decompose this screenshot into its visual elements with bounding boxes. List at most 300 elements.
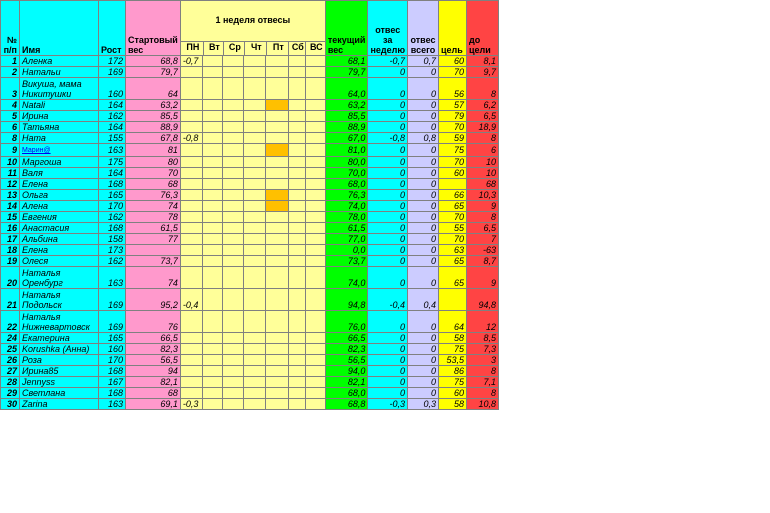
row-day-mon — [180, 344, 202, 355]
row-to-goal: 8 — [467, 388, 499, 399]
row-to-goal: 9,7 — [467, 67, 499, 78]
row-to-goal: 9 — [467, 267, 499, 289]
row-day-tue — [202, 201, 222, 212]
row-day-thu — [244, 333, 266, 344]
row-day-sat — [288, 67, 305, 78]
row-start-weight: 66,5 — [126, 333, 181, 344]
row-start-weight: 73,7 — [126, 256, 181, 267]
row-total-loss: 0 — [408, 311, 439, 333]
row-to-goal: 8 — [467, 133, 499, 144]
row-height: 164 — [99, 168, 126, 179]
row-day-fri — [266, 245, 288, 256]
row-week-loss: 0 — [368, 78, 408, 100]
row-start-weight: 88,9 — [126, 122, 181, 133]
row-goal — [439, 179, 467, 190]
row-day-thu — [244, 56, 266, 67]
row-day-fri — [266, 56, 288, 67]
row-week-loss: -0,8 — [368, 133, 408, 144]
row-day-tue — [202, 144, 222, 157]
row-number: 14 — [1, 201, 20, 212]
table-row — [1, 122, 499, 133]
row-current-weight: 82,1 — [325, 377, 368, 388]
row-number: 18 — [1, 245, 20, 256]
row-start-weight: 69,1 — [126, 399, 181, 410]
row-start-weight: 81 — [126, 144, 181, 157]
header-total-loss: отвес всего — [408, 1, 439, 56]
row-day-wed — [223, 366, 244, 377]
row-day-thu — [244, 234, 266, 245]
row-day-mon: -0,8 — [180, 133, 202, 144]
row-name: Korushka (Анна) — [20, 344, 99, 355]
row-current-weight: 82,3 — [325, 344, 368, 355]
row-start-weight: 68,8 — [126, 56, 181, 67]
row-goal: 53,5 — [439, 355, 467, 366]
row-goal: 70 — [439, 234, 467, 245]
row-day-fri — [266, 311, 288, 333]
row-total-loss: 0 — [408, 212, 439, 223]
row-week-loss: 0 — [368, 256, 408, 267]
row-to-goal: 68 — [467, 179, 499, 190]
row-total-loss: 0 — [408, 344, 439, 355]
row-height: 170 — [99, 355, 126, 366]
row-name: Валя — [20, 168, 99, 179]
row-day-sun — [305, 245, 325, 256]
row-day-wed — [223, 67, 244, 78]
row-day-fri — [266, 133, 288, 144]
row-day-tue — [202, 122, 222, 133]
row-day-wed — [223, 168, 244, 179]
row-day-tue — [202, 133, 222, 144]
row-total-loss: 0 — [408, 366, 439, 377]
row-total-loss: 0,8 — [408, 133, 439, 144]
row-day-sun — [305, 201, 325, 212]
row-height: 158 — [99, 234, 126, 245]
row-day-sat — [288, 111, 305, 122]
table-row — [1, 267, 499, 289]
row-day-mon — [180, 355, 202, 366]
row-day-tue — [202, 67, 222, 78]
row-day-fri — [266, 201, 288, 212]
row-height: 167 — [99, 377, 126, 388]
row-name: Евгения — [20, 212, 99, 223]
row-day-sat — [288, 122, 305, 133]
table-row — [1, 67, 499, 78]
row-to-goal: 8 — [467, 78, 499, 100]
row-day-tue — [202, 56, 222, 67]
row-to-goal: 94,8 — [467, 289, 499, 311]
row-to-goal: 3 — [467, 355, 499, 366]
row-number: 28 — [1, 377, 20, 388]
row-number: 11 — [1, 168, 20, 179]
row-to-goal: 18,9 — [467, 122, 499, 133]
row-day-wed — [223, 333, 244, 344]
row-current-weight: 67,0 — [325, 133, 368, 144]
row-name: Ольга — [20, 190, 99, 201]
row-day-sun — [305, 122, 325, 133]
row-name: Аленка — [20, 56, 99, 67]
row-name: Анастасия — [20, 223, 99, 234]
row-day-sat — [288, 168, 305, 179]
row-day-fri — [266, 190, 288, 201]
row-day-thu — [244, 245, 266, 256]
row-week-loss: 0 — [368, 144, 408, 157]
row-total-loss: 0 — [408, 190, 439, 201]
row-total-loss: 0 — [408, 267, 439, 289]
row-day-thu — [244, 67, 266, 78]
row-day-sun — [305, 399, 325, 410]
row-week-loss: 0 — [368, 212, 408, 223]
row-day-thu — [244, 212, 266, 223]
row-week-loss: 0 — [368, 190, 408, 201]
row-day-thu — [244, 179, 266, 190]
row-height: 164 — [99, 122, 126, 133]
row-day-sun — [305, 111, 325, 122]
row-day-tue — [202, 111, 222, 122]
row-week-loss: 0 — [368, 234, 408, 245]
row-total-loss: 0 — [408, 333, 439, 344]
row-goal: 66 — [439, 190, 467, 201]
row-height: 155 — [99, 133, 126, 144]
row-day-fri — [266, 168, 288, 179]
row-to-goal: 10,8 — [467, 399, 499, 410]
row-day-tue — [202, 289, 222, 311]
row-current-weight: 85,5 — [325, 111, 368, 122]
row-name: Екатерина — [20, 333, 99, 344]
row-day-mon — [180, 111, 202, 122]
row-name: Татьяна — [20, 122, 99, 133]
row-day-wed — [223, 388, 244, 399]
row-start-weight: 68 — [126, 179, 181, 190]
row-day-wed — [223, 179, 244, 190]
row-goal: 79 — [439, 111, 467, 122]
row-total-loss: 0 — [408, 355, 439, 366]
row-height: 160 — [99, 78, 126, 100]
row-day-thu — [244, 111, 266, 122]
row-height: 175 — [99, 157, 126, 168]
row-name: Викуша, мама Никитушки — [20, 78, 99, 100]
row-day-mon — [180, 212, 202, 223]
row-day-wed — [223, 78, 244, 100]
row-day-wed — [223, 377, 244, 388]
row-to-goal: 6,5 — [467, 223, 499, 234]
row-height: 162 — [99, 256, 126, 267]
row-number: 20 — [1, 267, 20, 289]
row-day-fri — [266, 179, 288, 190]
row-current-weight: 94,8 — [325, 289, 368, 311]
row-day-fri — [266, 67, 288, 78]
table-row — [1, 234, 499, 245]
row-start-weight: 56,5 — [126, 355, 181, 366]
row-day-mon — [180, 179, 202, 190]
row-name-link[interactable]: Марин@ — [22, 147, 51, 154]
row-total-loss: 0 — [408, 377, 439, 388]
row-day-fri — [266, 289, 288, 311]
row-total-loss: 0 — [408, 111, 439, 122]
row-name: Ирина — [20, 111, 99, 122]
table-row — [1, 388, 499, 399]
row-start-weight: 70 — [126, 168, 181, 179]
row-day-sun — [305, 377, 325, 388]
row-day-sat — [288, 212, 305, 223]
row-name: Натальи — [20, 67, 99, 78]
row-goal: 59 — [439, 133, 467, 144]
row-day-thu — [244, 190, 266, 201]
row-goal: 58 — [439, 399, 467, 410]
row-to-goal: 8 — [467, 212, 499, 223]
header-goal: цель — [439, 1, 467, 56]
row-day-thu — [244, 223, 266, 234]
row-day-wed — [223, 245, 244, 256]
row-start-weight: 61,5 — [126, 223, 181, 234]
header-day-4: Пт — [266, 41, 288, 55]
row-day-fri — [266, 355, 288, 366]
row-start-weight: 82,1 — [126, 377, 181, 388]
row-number: 6 — [1, 122, 20, 133]
row-total-loss: 0 — [408, 234, 439, 245]
row-day-wed — [223, 289, 244, 311]
row-day-mon — [180, 144, 202, 157]
row-goal: 58 — [439, 333, 467, 344]
row-day-tue — [202, 333, 222, 344]
row-day-wed — [223, 56, 244, 67]
row-day-sun — [305, 168, 325, 179]
table-row — [1, 157, 499, 168]
row-day-wed — [223, 234, 244, 245]
row-week-loss: 0 — [368, 311, 408, 333]
row-total-loss: 0,3 — [408, 399, 439, 410]
row-day-sat — [288, 377, 305, 388]
row-number: 30 — [1, 399, 20, 410]
row-day-mon — [180, 245, 202, 256]
row-day-sat — [288, 245, 305, 256]
row-week-loss: 0 — [368, 201, 408, 212]
row-day-mon: -0,7 — [180, 56, 202, 67]
row-number: 15 — [1, 212, 20, 223]
row-day-thu — [244, 157, 266, 168]
row-total-loss: 0 — [408, 157, 439, 168]
row-current-weight: 63,2 — [325, 100, 368, 111]
row-start-weight: 95,2 — [126, 289, 181, 311]
row-day-fri — [266, 333, 288, 344]
row-day-sun — [305, 234, 325, 245]
row-day-thu — [244, 133, 266, 144]
row-current-weight: 77,0 — [325, 234, 368, 245]
row-day-mon — [180, 100, 202, 111]
table-row — [1, 144, 499, 157]
row-to-goal: 8,7 — [467, 256, 499, 267]
row-height: 168 — [99, 366, 126, 377]
row-current-weight: 68,1 — [325, 56, 368, 67]
row-start-weight: 74 — [126, 201, 181, 212]
row-day-sun — [305, 311, 325, 333]
row-current-weight: 56,5 — [325, 355, 368, 366]
row-name: Natali — [20, 100, 99, 111]
header-num: № п/п — [1, 1, 20, 56]
row-week-loss: 0 — [368, 388, 408, 399]
table-row — [1, 190, 499, 201]
row-day-fri — [266, 388, 288, 399]
row-total-loss: 0 — [408, 144, 439, 157]
row-height: 170 — [99, 201, 126, 212]
header-day-0: ПН — [181, 41, 203, 55]
row-day-thu — [244, 366, 266, 377]
row-goal: 55 — [439, 223, 467, 234]
row-goal — [439, 289, 467, 311]
row-height: 168 — [99, 223, 126, 234]
header-day-1: Вт — [203, 41, 223, 55]
row-to-goal: 6 — [467, 144, 499, 157]
row-day-mon — [180, 267, 202, 289]
row-current-weight: 88,9 — [325, 122, 368, 133]
row-day-mon — [180, 78, 202, 100]
row-day-wed — [223, 267, 244, 289]
row-day-sun — [305, 133, 325, 144]
row-start-weight: 76 — [126, 311, 181, 333]
row-to-goal: 7 — [467, 234, 499, 245]
header-week-label: 1 неделя отвесы — [215, 15, 291, 25]
header-week — [180, 1, 325, 56]
row-day-wed — [223, 212, 244, 223]
row-day-thu — [244, 100, 266, 111]
row-day-sat — [288, 133, 305, 144]
row-to-goal: 12 — [467, 311, 499, 333]
row-current-weight: 78,0 — [325, 212, 368, 223]
row-current-weight: 80,0 — [325, 157, 368, 168]
row-day-sun — [305, 344, 325, 355]
row-week-loss: 0 — [368, 157, 408, 168]
row-number: 12 — [1, 179, 20, 190]
row-day-tue — [202, 344, 222, 355]
row-to-goal: 9 — [467, 201, 499, 212]
row-week-loss: -0,3 — [368, 399, 408, 410]
row-day-wed — [223, 133, 244, 144]
row-day-tue — [202, 267, 222, 289]
row-day-wed — [223, 100, 244, 111]
table-row — [1, 256, 499, 267]
row-day-fri — [266, 377, 288, 388]
row-height: 173 — [99, 245, 126, 256]
row-day-wed — [223, 144, 244, 157]
row-current-weight: 68,8 — [325, 399, 368, 410]
row-name: Елена — [20, 245, 99, 256]
row-start-weight: 68 — [126, 388, 181, 399]
table-row — [1, 111, 499, 122]
row-total-loss: 0 — [408, 179, 439, 190]
row-day-wed — [223, 344, 244, 355]
row-day-sat — [288, 333, 305, 344]
row-day-fri — [266, 157, 288, 168]
row-week-loss: 0 — [368, 344, 408, 355]
row-week-loss: -0,4 — [368, 289, 408, 311]
row-start-weight: 82,3 — [126, 344, 181, 355]
row-day-sat — [288, 366, 305, 377]
row-day-sat — [288, 100, 305, 111]
row-day-sun — [305, 212, 325, 223]
row-day-sun — [305, 256, 325, 267]
row-day-wed — [223, 399, 244, 410]
row-start-weight: 63,2 — [126, 100, 181, 111]
header-to-goal: до цели — [467, 1, 499, 56]
row-height: 169 — [99, 289, 126, 311]
row-day-sun — [305, 223, 325, 234]
row-day-tue — [202, 245, 222, 256]
row-day-sat — [288, 56, 305, 67]
row-day-mon — [180, 67, 202, 78]
row-current-weight: 64,0 — [325, 78, 368, 100]
row-goal: 75 — [439, 144, 467, 157]
row-number: 24 — [1, 333, 20, 344]
row-current-weight: 79,7 — [325, 67, 368, 78]
row-day-fri — [266, 399, 288, 410]
row-day-sat — [288, 289, 305, 311]
row-start-weight: 67,8 — [126, 133, 181, 144]
row-height: 164 — [99, 100, 126, 111]
row-day-tue — [202, 78, 222, 100]
row-day-fri — [266, 212, 288, 223]
row-to-goal: 8,1 — [467, 56, 499, 67]
row-day-tue — [202, 366, 222, 377]
row-day-tue — [202, 157, 222, 168]
row-name: Наталья Оренбург — [20, 267, 99, 289]
row-current-weight: 61,5 — [325, 223, 368, 234]
row-day-tue — [202, 256, 222, 267]
row-number: 3 — [1, 78, 20, 100]
row-day-sat — [288, 190, 305, 201]
row-start-weight — [126, 245, 181, 256]
row-current-weight: 0,0 — [325, 245, 368, 256]
row-week-loss: 0 — [368, 333, 408, 344]
header-name: Имя — [20, 1, 99, 56]
row-day-sun — [305, 190, 325, 201]
row-number: 10 — [1, 157, 20, 168]
table-row — [1, 179, 499, 190]
row-day-thu — [244, 388, 266, 399]
row-day-tue — [202, 179, 222, 190]
row-day-mon — [180, 223, 202, 234]
row-week-loss: -0,7 — [368, 56, 408, 67]
row-day-mon — [180, 201, 202, 212]
row-goal: 64 — [439, 311, 467, 333]
row-name: Алена — [20, 201, 99, 212]
row-day-tue — [202, 190, 222, 201]
row-goal: 70 — [439, 157, 467, 168]
row-current-weight: 76,3 — [325, 190, 368, 201]
table-row — [1, 366, 499, 377]
row-day-sun — [305, 179, 325, 190]
row-to-goal: 10 — [467, 168, 499, 179]
row-current-weight: 70,0 — [325, 168, 368, 179]
row-height: 168 — [99, 179, 126, 190]
row-day-mon — [180, 333, 202, 344]
row-start-weight: 85,5 — [126, 111, 181, 122]
row-day-thu — [244, 344, 266, 355]
row-start-weight: 74 — [126, 267, 181, 289]
row-day-tue — [202, 234, 222, 245]
row-day-sun — [305, 67, 325, 78]
row-week-loss: 0 — [368, 355, 408, 366]
row-day-thu — [244, 168, 266, 179]
row-day-wed — [223, 190, 244, 201]
row-day-wed — [223, 201, 244, 212]
row-day-sun — [305, 388, 325, 399]
row-to-goal: 6,2 — [467, 100, 499, 111]
table-row — [1, 212, 499, 223]
row-goal: 70 — [439, 212, 467, 223]
row-day-tue — [202, 168, 222, 179]
row-to-goal: 8 — [467, 366, 499, 377]
row-current-weight: 76,0 — [325, 311, 368, 333]
row-goal: 65 — [439, 267, 467, 289]
